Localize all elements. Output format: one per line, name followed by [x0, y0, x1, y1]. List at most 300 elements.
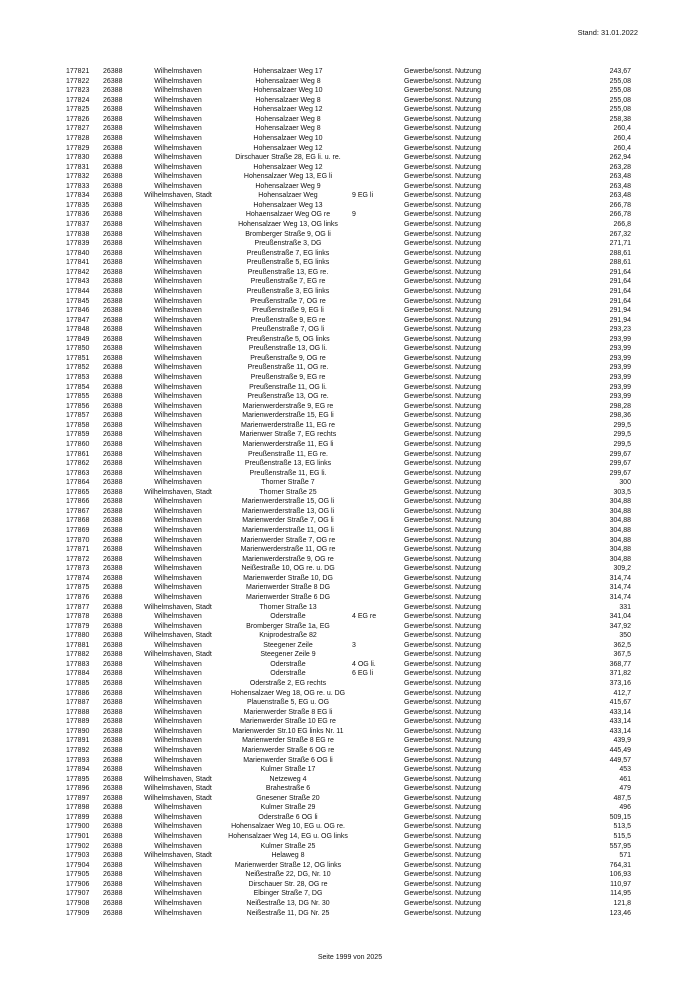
value: 299,5: [613, 431, 631, 439]
postal-code: 26388: [103, 670, 123, 678]
usage-type: Gewerbe/sonst. Nutzung: [404, 221, 482, 228]
row-id: 177890: [66, 727, 90, 735]
usage-type: Gewerbe/sonst. Nutzung: [404, 278, 482, 286]
table-row: [0, 440, 700, 450]
value: 314,74: [609, 584, 631, 592]
row-id: 177860: [66, 440, 90, 448]
street-address: Gnesener Straße 20: [256, 794, 320, 802]
value: 314,74: [609, 574, 631, 582]
city: Wilhelmshaven: [154, 364, 202, 372]
value: 371,82: [609, 670, 631, 678]
table-row: [0, 430, 700, 440]
value: 412,7: [613, 689, 631, 697]
usage-type: Gewerbe/sonst. Nutzung: [404, 87, 482, 95]
city: Wilhelmshaven: [154, 345, 202, 353]
street-address: Marienwerder Straße 7, OG re: [240, 536, 336, 544]
row-id: 177899: [66, 813, 90, 821]
city: Wilhelmshaven: [154, 259, 202, 267]
table-row: [0, 803, 700, 813]
street-address: Hohensalzaer Weg 8: [255, 115, 321, 123]
row-id: 177894: [66, 766, 90, 774]
value: 293,23: [609, 326, 631, 334]
row-id: 177889: [66, 718, 90, 726]
value: 243,67: [609, 68, 631, 75]
value: 449,57: [609, 756, 631, 764]
postal-code: 26388: [103, 699, 123, 707]
city: Wilhelmshaven: [154, 823, 202, 831]
usage-type: Gewerbe/sonst. Nutzung: [404, 106, 482, 114]
table-row: [0, 325, 700, 335]
usage-type: Gewerbe/sonst. Nutzung: [404, 766, 482, 774]
city: Wilhelmshaven: [154, 297, 202, 305]
usage-type: Gewerbe/sonst. Nutzung: [404, 240, 482, 248]
table-row: [0, 373, 700, 383]
street-address: Hohensalzaer Weg 10, EG u. OG re.: [231, 823, 345, 831]
row-id: 177838: [66, 230, 90, 238]
street-address: Preußenstraße 7, OG re: [250, 297, 326, 305]
postal-code: 26388: [103, 584, 123, 592]
street-address: Hohensalzaer Weg: [258, 192, 318, 200]
table-row: [0, 363, 700, 373]
postal-code: 26388: [103, 440, 123, 448]
city: Wilhelmshaven: [154, 593, 202, 601]
row-id: 177891: [66, 737, 90, 745]
city: Wilhelmshaven: [154, 440, 202, 448]
table-row: [0, 880, 700, 890]
city: Wilhelmshaven, Stadt: [144, 785, 212, 793]
row-id: 177846: [66, 307, 90, 315]
value: 479: [619, 785, 631, 793]
row-id: 177885: [66, 680, 90, 687]
postal-code: 26388: [103, 546, 123, 554]
city: Wilhelmshaven: [154, 708, 202, 716]
city: Wilhelmshaven: [154, 134, 202, 142]
street-address: Preußenstraße 9, EG re: [250, 374, 326, 381]
usage-type: Gewerbe/sonst. Nutzung: [404, 871, 482, 879]
street-address: Kniprodestraße 82: [259, 632, 317, 640]
postal-code: 26388: [103, 154, 123, 162]
street-address: Preußenstraße 13, OG re.: [247, 393, 329, 401]
postal-code: 26388: [103, 96, 123, 104]
table-row: [0, 268, 700, 278]
postal-code: 26388: [103, 536, 123, 544]
postal-code: 26388: [103, 249, 123, 257]
row-id: 177864: [66, 479, 90, 487]
table-row: [0, 392, 700, 402]
street-address: Plauenstraße 5, EG u. OG: [246, 699, 330, 707]
row-id: 177888: [66, 708, 90, 716]
value: 266,8: [613, 221, 631, 228]
value: 509,15: [609, 813, 631, 821]
table-row: [0, 478, 700, 488]
value: 255,08: [609, 77, 631, 85]
street-address: Hohensalzaer Weg 12: [253, 106, 323, 114]
postal-code: 26388: [103, 651, 123, 659]
city: Wilhelmshaven: [154, 517, 202, 525]
value: 293,99: [609, 335, 631, 343]
city: Wilhelmshaven: [154, 727, 202, 735]
city: Wilhelmshaven: [154, 307, 202, 315]
table-row: [0, 86, 700, 96]
usage-type: Gewerbe/sonst. Nutzung: [404, 899, 482, 907]
postal-code: 26388: [103, 134, 123, 142]
value: 496: [619, 804, 631, 812]
usage-type: Gewerbe/sonst. Nutzung: [404, 440, 482, 448]
row-id: 177840: [66, 249, 90, 257]
usage-type: Gewerbe/sonst. Nutzung: [404, 307, 482, 315]
postal-code: 26388: [103, 909, 123, 917]
table-row: [0, 277, 700, 287]
row-id: 177867: [66, 507, 90, 515]
house-number: 6 EG li: [352, 670, 374, 678]
row-id: 177907: [66, 890, 90, 898]
value: 106,93: [609, 871, 631, 879]
usage-type: Gewerbe/sonst. Nutzung: [404, 402, 482, 410]
city: Wilhelmshaven: [154, 680, 202, 687]
row-id: 177881: [66, 641, 90, 649]
value: 304,88: [609, 546, 631, 554]
table-row: [0, 851, 700, 861]
city: Wilhelmshaven: [154, 144, 202, 152]
street-address: Oderstraße: [270, 670, 306, 678]
usage-type: Gewerbe/sonst. Nutzung: [404, 488, 482, 496]
row-id: 177879: [66, 622, 90, 630]
table-row: [0, 641, 700, 651]
street-address: Preußenstraße 7, EG re: [250, 278, 326, 286]
row-id: 177880: [66, 632, 90, 640]
value: 304,88: [609, 536, 631, 544]
usage-type: Gewerbe/sonst. Nutzung: [404, 833, 482, 840]
table-row: [0, 344, 700, 354]
value: 293,99: [609, 364, 631, 372]
postal-code: 26388: [103, 603, 123, 611]
street-address: Preußenstraße 11, EG re.: [247, 450, 329, 458]
table-row: [0, 593, 700, 603]
row-id: 177830: [66, 154, 90, 162]
value: 350: [619, 632, 631, 640]
postal-code: 26388: [103, 268, 123, 276]
postal-code: 26388: [103, 517, 123, 525]
street-address: Neißestraße 22, DG, Nr. 10: [245, 871, 331, 879]
city: Wilhelmshaven: [154, 584, 202, 592]
street-address: Hohensalzaer Weg 8: [255, 77, 321, 85]
street-address: Hohensalzaer Weg 12: [253, 144, 323, 152]
row-id: 177855: [66, 393, 90, 401]
table-row: [0, 574, 700, 584]
value: 266,78: [609, 211, 631, 219]
street-address: Neißestraße 11, DG Nr. 25: [246, 909, 330, 917]
usage-type: Gewerbe/sonst. Nutzung: [404, 450, 482, 458]
postal-code: 26388: [103, 785, 123, 793]
street-address: Preußenstraße 3, DG: [254, 240, 322, 248]
row-id: 177873: [66, 565, 90, 573]
city: Wilhelmshaven: [154, 565, 202, 573]
value: 341,04: [609, 613, 631, 621]
row-id: 177829: [66, 144, 90, 152]
postal-code: 26388: [103, 871, 123, 879]
row-id: 177823: [66, 87, 90, 95]
table-row: [0, 794, 700, 804]
table-row: [0, 679, 700, 689]
city: Wilhelmshaven: [154, 211, 202, 219]
postal-code: 26388: [103, 421, 123, 429]
row-id: 177845: [66, 297, 90, 305]
street-address: Preußenstraße 9, OG re: [250, 354, 326, 362]
street-address: Kulmer Straße 25: [260, 842, 316, 850]
table-row: [0, 220, 700, 230]
city: Wilhelmshaven: [154, 880, 202, 888]
table-row: [0, 191, 700, 201]
table-row: [0, 727, 700, 737]
value: 262,94: [609, 154, 631, 162]
street-address: Hohensalzaer Weg 12: [253, 163, 323, 171]
usage-type: Gewerbe/sonst. Nutzung: [404, 565, 482, 573]
table-row: [0, 899, 700, 909]
value: 331: [619, 603, 631, 611]
table-row: [0, 756, 700, 766]
usage-type: Gewerbe/sonst. Nutzung: [404, 670, 482, 678]
table-row: [0, 822, 700, 832]
postal-code: 26388: [103, 718, 123, 726]
row-id: 177853: [66, 374, 90, 381]
street-address: Elbinger Straße 7, DG: [253, 890, 323, 898]
usage-type: Gewerbe/sonst. Nutzung: [404, 192, 482, 200]
value: 487,5: [613, 794, 631, 802]
usage-type: Gewerbe/sonst. Nutzung: [404, 689, 482, 697]
usage-type: Gewerbe/sonst. Nutzung: [404, 507, 482, 515]
row-id: 177842: [66, 268, 90, 276]
city: Wilhelmshaven: [154, 402, 202, 410]
street-address: Oderstraße 2, EG rechts: [249, 680, 327, 687]
table-row: [0, 201, 700, 211]
street-address: Marienwerder Straße 6 OG re: [241, 746, 335, 754]
table-row: [0, 861, 700, 871]
street-address: Helaweg 8: [271, 852, 305, 860]
value: 291,64: [609, 287, 631, 295]
street-address: Oderstraße 6 OG li: [258, 813, 318, 821]
usage-type: Gewerbe/sonst. Nutzung: [404, 469, 482, 477]
table-row: [0, 603, 700, 613]
usage-type: Gewerbe/sonst. Nutzung: [404, 364, 482, 372]
row-id: 177869: [66, 527, 90, 534]
postal-code: 26388: [103, 479, 123, 487]
city: Wilhelmshaven: [154, 383, 202, 391]
table-row: [0, 249, 700, 259]
table-row: [0, 536, 700, 546]
row-id: 177900: [66, 823, 90, 831]
table-row: [0, 507, 700, 517]
postal-code: 26388: [103, 125, 123, 133]
postal-code: 26388: [103, 221, 123, 228]
usage-type: Gewerbe/sonst. Nutzung: [404, 460, 482, 468]
usage-type: Gewerbe/sonst. Nutzung: [404, 527, 482, 534]
city: Wilhelmshaven: [154, 899, 202, 907]
postal-code: 26388: [103, 230, 123, 238]
city: Wilhelmshaven: [154, 622, 202, 630]
usage-type: Gewerbe/sonst. Nutzung: [404, 297, 482, 305]
value: 291,64: [609, 268, 631, 276]
postal-code: 26388: [103, 201, 123, 209]
row-id: 177877: [66, 603, 90, 611]
city: Wilhelmshaven: [154, 173, 202, 181]
value: 299,5: [613, 421, 631, 429]
street-address: Marienwerder Straße 8 DG: [245, 584, 331, 592]
value: 300: [619, 479, 631, 487]
table-row: [0, 450, 700, 460]
street-address: Marienwerder Straße 8 EG re: [242, 737, 334, 745]
city: Wilhelmshaven: [154, 316, 202, 324]
postal-code: 26388: [103, 794, 123, 802]
row-id: 177896: [66, 785, 90, 793]
city: Wilhelmshaven: [154, 450, 202, 458]
value: 299,67: [609, 460, 631, 468]
usage-type: Gewerbe/sonst. Nutzung: [404, 154, 482, 162]
usage-type: Gewerbe/sonst. Nutzung: [404, 173, 482, 181]
table-row: [0, 96, 700, 106]
usage-type: Gewerbe/sonst. Nutzung: [404, 727, 482, 735]
row-id: 177828: [66, 134, 90, 142]
usage-type: Gewerbe/sonst. Nutzung: [404, 230, 482, 238]
row-id: 177850: [66, 345, 90, 353]
city: Wilhelmshaven: [154, 546, 202, 554]
row-id: 177836: [66, 211, 90, 219]
value: 314,74: [609, 593, 631, 601]
value: 299,67: [609, 469, 631, 477]
city: Wilhelmshaven: [154, 555, 202, 563]
postal-code: 26388: [103, 660, 123, 668]
city: Wilhelmshaven: [154, 469, 202, 477]
city: Wilhelmshaven: [154, 613, 202, 621]
city: Wilhelmshaven: [154, 374, 202, 381]
usage-type: Gewerbe/sonst. Nutzung: [404, 393, 482, 401]
street-address: Oderstraße: [270, 660, 306, 668]
city: Wilhelmshaven: [154, 479, 202, 487]
table-row: [0, 239, 700, 249]
street-address: Preußenstraße 13, OG li.: [248, 345, 328, 353]
value: 291,64: [609, 278, 631, 286]
value: 293,99: [609, 393, 631, 401]
city: Wilhelmshaven: [154, 909, 202, 917]
row-id: 177903: [66, 852, 90, 860]
street-address: Marienwerderstraße 13, OG li: [241, 507, 335, 515]
usage-type: Gewerbe/sonst. Nutzung: [404, 77, 482, 85]
value: 291,64: [609, 297, 631, 305]
usage-type: Gewerbe/sonst. Nutzung: [404, 163, 482, 171]
city: Wilhelmshaven: [154, 421, 202, 429]
street-address: Marienwerder Straße 12, OG links: [234, 861, 342, 869]
value: 263,48: [609, 173, 631, 181]
city: Wilhelmshaven: [154, 689, 202, 697]
table-row: [0, 287, 700, 297]
city: Wilhelmshaven: [154, 718, 202, 726]
table-row: [0, 545, 700, 555]
city: Wilhelmshaven: [154, 536, 202, 544]
table-row: [0, 775, 700, 785]
postal-code: 26388: [103, 335, 123, 343]
city: Wilhelmshaven: [154, 125, 202, 133]
postal-code: 26388: [103, 593, 123, 601]
value: 260,4: [613, 144, 631, 152]
row-id: 177875: [66, 584, 90, 592]
postal-code: 26388: [103, 708, 123, 716]
postal-code: 26388: [103, 498, 123, 506]
row-id: 177849: [66, 335, 90, 343]
value: 288,61: [609, 259, 631, 267]
postal-code: 26388: [103, 77, 123, 85]
value: 299,67: [609, 450, 631, 458]
usage-type: Gewerbe/sonst. Nutzung: [404, 794, 482, 802]
postal-code: 26388: [103, 622, 123, 630]
street-address: Marienwerderstraße 11, EG li: [242, 440, 334, 448]
usage-type: Gewerbe/sonst. Nutzung: [404, 125, 482, 133]
street-address: Marienwer Straße 7, EG rechts: [239, 431, 337, 439]
postal-code: 26388: [103, 756, 123, 764]
value: 299,5: [613, 440, 631, 448]
street-address: Hohensalzaer Weg 14, EG u. OG links: [228, 833, 348, 840]
street-address: Marienwerderstraße 11, EG re: [240, 421, 336, 429]
table-row: [0, 67, 700, 77]
street-address: Hohensalzaer Weg 8: [255, 96, 321, 104]
street-address: Bromberger Straße 9, OG li: [245, 230, 331, 238]
postal-code: 26388: [103, 211, 123, 219]
street-address: Preußenstraße 5, OG links: [246, 335, 330, 343]
house-number: 3: [352, 641, 356, 649]
usage-type: Gewerbe/sonst. Nutzung: [404, 909, 482, 917]
postal-code: 26388: [103, 899, 123, 907]
usage-type: Gewerbe/sonst. Nutzung: [404, 680, 482, 687]
street-address: Preußenstraße 9, EG re: [250, 316, 326, 324]
usage-type: Gewerbe/sonst. Nutzung: [404, 613, 482, 621]
table-row: [0, 497, 700, 507]
house-number: 4 OG li.: [352, 660, 376, 668]
table-row: [0, 765, 700, 775]
postal-code: 26388: [103, 326, 123, 334]
table-row: [0, 564, 700, 574]
table-row: [0, 258, 700, 268]
value: 445,49: [609, 746, 631, 754]
value: 368,77: [609, 660, 631, 668]
city: Wilhelmshaven: [154, 182, 202, 190]
row-id: 177906: [66, 880, 90, 888]
street-address: Marienwerderstraße 11, OG li: [242, 527, 334, 534]
row-id: 177897: [66, 794, 90, 802]
city: Wilhelmshaven, Stadt: [144, 794, 212, 802]
table-row: [0, 469, 700, 479]
city: Wilhelmshaven: [154, 746, 202, 754]
row-id: 177852: [66, 364, 90, 372]
city: Wilhelmshaven: [154, 221, 202, 228]
value: 304,88: [609, 498, 631, 506]
row-id: 177904: [66, 861, 90, 869]
usage-type: Gewerbe/sonst. Nutzung: [404, 326, 482, 334]
usage-type: Gewerbe/sonst. Nutzung: [404, 737, 482, 745]
usage-type: Gewerbe/sonst. Nutzung: [404, 268, 482, 276]
usage-type: Gewerbe/sonst. Nutzung: [404, 746, 482, 754]
postal-code: 26388: [103, 345, 123, 353]
table-row: [0, 124, 700, 134]
postal-code: 26388: [103, 287, 123, 295]
value: 571: [619, 852, 631, 860]
row-id: 177908: [66, 899, 90, 907]
usage-type: Gewerbe/sonst. Nutzung: [404, 68, 482, 75]
usage-type: Gewerbe/sonst. Nutzung: [404, 144, 482, 152]
city: Wilhelmshaven: [154, 871, 202, 879]
postal-code: 26388: [103, 297, 123, 305]
usage-type: Gewerbe/sonst. Nutzung: [404, 115, 482, 123]
stand-date: Stand: 31.01.2022: [577, 28, 638, 37]
postal-code: 26388: [103, 632, 123, 640]
table-row: [0, 842, 700, 852]
